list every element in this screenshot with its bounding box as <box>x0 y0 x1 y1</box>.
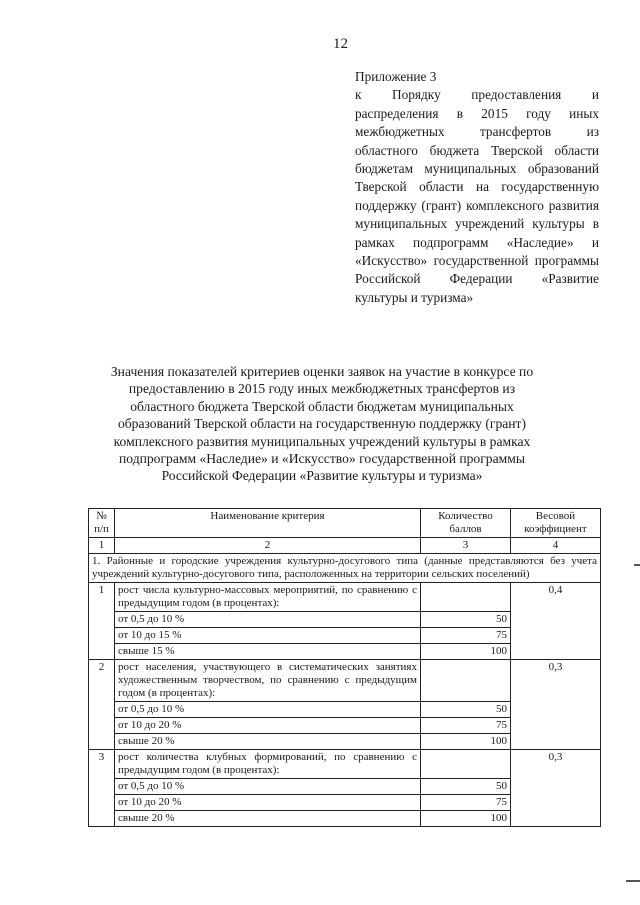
table-header-row <box>89 509 601 538</box>
range-label: свыше 15 % <box>115 644 421 660</box>
header-num: № п/п <box>89 509 115 538</box>
criterion-number: 1 <box>89 583 115 660</box>
scan-edge-mark <box>634 564 640 566</box>
range-label: свыше 20 % <box>115 734 421 750</box>
section-row <box>89 554 601 583</box>
range-points: 50 <box>421 612 511 628</box>
header-name: Наименование критерия <box>115 509 421 538</box>
range-label: от 0,5 до 10 % <box>115 702 421 718</box>
column-index: 4 <box>511 538 601 554</box>
criterion-weight: 0,3 <box>511 750 601 827</box>
criterion-name: рост количества клубных формирований, по сравнению с предыдущим годом (в процентах): <box>115 750 421 779</box>
criterion-name: рост числа культурно-массовых мероприятий, по сравнению с предыдущим годом (в процентах): <box>115 583 421 612</box>
column-index: 2 <box>115 538 421 554</box>
range-points: 100 <box>421 644 511 660</box>
criterion-name: рост населения, участвующего в систематических занятиях художественным творчеством, по сравнению с предыдущим годом (в процентах): <box>115 660 421 702</box>
criterion-row <box>89 750 601 779</box>
range-label: свыше 20 % <box>115 811 421 827</box>
range-points: 75 <box>421 628 511 644</box>
range-points: 75 <box>421 718 511 734</box>
appendix-block <box>355 68 599 307</box>
criterion-row <box>89 583 601 612</box>
range-label: от 10 до 15 % <box>115 628 421 644</box>
points-cell-empty <box>421 750 511 779</box>
column-index-row <box>89 538 601 554</box>
range-label: от 0,5 до 10 % <box>115 612 421 628</box>
column-index: 3 <box>421 538 511 554</box>
header-weight: Весовой коэффициент <box>511 509 601 538</box>
document-title: Значения показателей критериев оценки заявок на участие в конкурсе по предоставлению в 2015 году иных межбюджетных трансфертов из областного бюджета Тверской области бюджетам муниципальных образований Тверской области на государственную поддержку (грант) комплексного развития муниципальных учреждений культуры в рамках подпрограмм «Наследие» и «Искусство» государственной программы Российской Федерации «Развитие культуры и туризма» <box>110 364 534 484</box>
scan-edge-mark <box>626 880 640 882</box>
criterion-weight: 0,3 <box>511 660 601 750</box>
appendix-text: к Порядку предоставления и распределения в 2015 году иных межбюджетных трансфертов из областного бюджета Тверской области бюджетам муниципальных образований Тверской области на государственную поддержку (грант) комплексного развития муниципальных учреждений культуры в рамках подпрограмм «Наследие» и «Искусство» государственной программы Российской Федерации «Развитие культуры и туризма» <box>355 87 599 305</box>
range-points: 100 <box>421 734 511 750</box>
criteria-table <box>88 508 601 827</box>
range-points: 50 <box>421 779 511 795</box>
range-points: 50 <box>421 702 511 718</box>
criterion-row <box>89 660 601 702</box>
criterion-number: 2 <box>89 660 115 750</box>
column-index: 1 <box>89 538 115 554</box>
range-points: 75 <box>421 795 511 811</box>
range-label: от 10 до 20 % <box>115 718 421 734</box>
page-number: 12 <box>333 36 348 52</box>
range-points: 100 <box>421 811 511 827</box>
range-label: от 0,5 до 10 % <box>115 779 421 795</box>
appendix-title: Приложение 3 <box>355 69 437 84</box>
section-heading: 1. Районные и городские учреждения культурно-досугового типа (данные представляются без учета учреждений культурно-досугового типа, расположенных на территории сельских поселений) <box>89 554 601 583</box>
criterion-number: 3 <box>89 750 115 827</box>
range-label: от 10 до 20 % <box>115 795 421 811</box>
points-cell-empty <box>421 583 511 612</box>
criterion-weight: 0,4 <box>511 583 601 660</box>
points-cell-empty <box>421 660 511 702</box>
header-points: Количество баллов <box>421 509 511 538</box>
